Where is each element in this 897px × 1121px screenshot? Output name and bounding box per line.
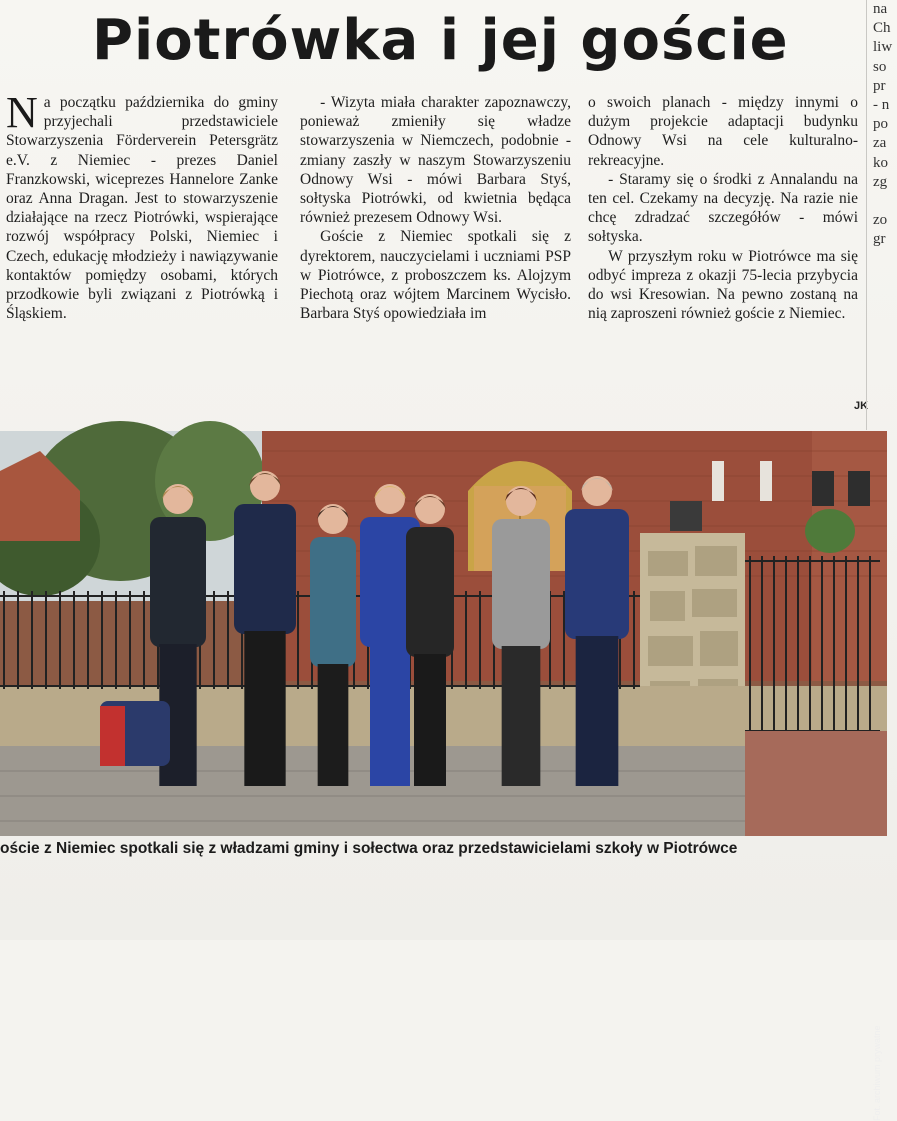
headline: Piotrówka i jej goście bbox=[92, 8, 789, 73]
side-line: - n bbox=[873, 97, 890, 114]
article-paragraph: - Wizyta miała charakter zapoznawczy, ponieważ zmieniły się władze stowarzyszenia w Niemczech, podobnie - zmiany zaszły w naszym Stowarzyszeniu Odnowy Wsi - mówi Barbara Styś, sołtyska Piotrówki, od kwietnia będąca również prezesem Odnowy Wsi. bbox=[300, 94, 571, 227]
article-column-3 bbox=[588, 93, 858, 323]
side-line bbox=[873, 192, 897, 211]
side-line: na bbox=[873, 1, 888, 17]
article-paragraph bbox=[6, 88, 278, 323]
side-line: pr bbox=[873, 77, 886, 94]
side-line: so bbox=[873, 58, 887, 75]
side-line: zo bbox=[873, 212, 888, 229]
photo-caption: oście z Niemiec spotkali się z władzami gminy i sołectwa oraz przedstawicielami szkoły w Piotrówce bbox=[0, 840, 738, 857]
article-paragraph: - Staramy się o środki z Annalandu na ten cel. Czekamy na decyzję. Na razie nie chcę zdradzać szczegółów - mówi sołtyska. bbox=[588, 170, 858, 246]
paragraph-text: a początku października do gminy przyjechali przedstawiciele Stowarzyszenia Förderverein Petersgrätz e.V. z Niemiec - prezes Daniel Franzkowski, wiceprezes Hannelore Zanke oraz Anna Dragan. Jest to stowarzyszenie działające na rzecz Piotrówki, wspierające rozwój współpracy Polski, Niemiec i Czech, edukację młodzieży i nawiązywanie kontaktów pomiędzy osobami, których przodkowie byli związani z Piotrówką i Śląskiem. bbox=[6, 94, 278, 323]
article-paragraph: W przyszłym roku w Piotrówce ma się odbyć impreza z okazji 75-lecia przybycia do wsi Kresowian. Na pewno zostaną na nią zaproszeni również goście z Niemiec. bbox=[588, 247, 858, 323]
article-paragraph: Goście z Niemiec spotkali się z dyrektorem, nauczycielami i uczniami PSP w Piotrówce, z proboszczem ks. Alojzym Piechotą oraz wójtem Marcinem Wycisło. Barbara Styś opowiedziała im bbox=[300, 228, 571, 323]
article-column-2 bbox=[300, 93, 571, 323]
article-column-1 bbox=[6, 88, 278, 323]
side-line: ko bbox=[873, 154, 888, 171]
article-paragraph: o swoich planach - między innymi o dużym projekcie adaptacji budynku Odnowy Wsi na cele kulturalno-rekreacyjne. bbox=[588, 94, 858, 169]
author-signature: JK bbox=[854, 400, 869, 412]
side-line: za bbox=[873, 135, 887, 152]
side-line: liw bbox=[873, 39, 893, 56]
side-line: gr bbox=[873, 231, 886, 248]
drop-cap: N bbox=[6, 88, 38, 137]
side-line: po bbox=[873, 116, 888, 133]
adjacent-article-fragment bbox=[866, 0, 897, 430]
photo-illustration bbox=[0, 431, 887, 836]
side-line: Ch bbox=[873, 20, 891, 37]
side-line: zg bbox=[873, 173, 888, 190]
photo-credit: Fot. archiwum prywatne bbox=[872, 1025, 882, 1121]
